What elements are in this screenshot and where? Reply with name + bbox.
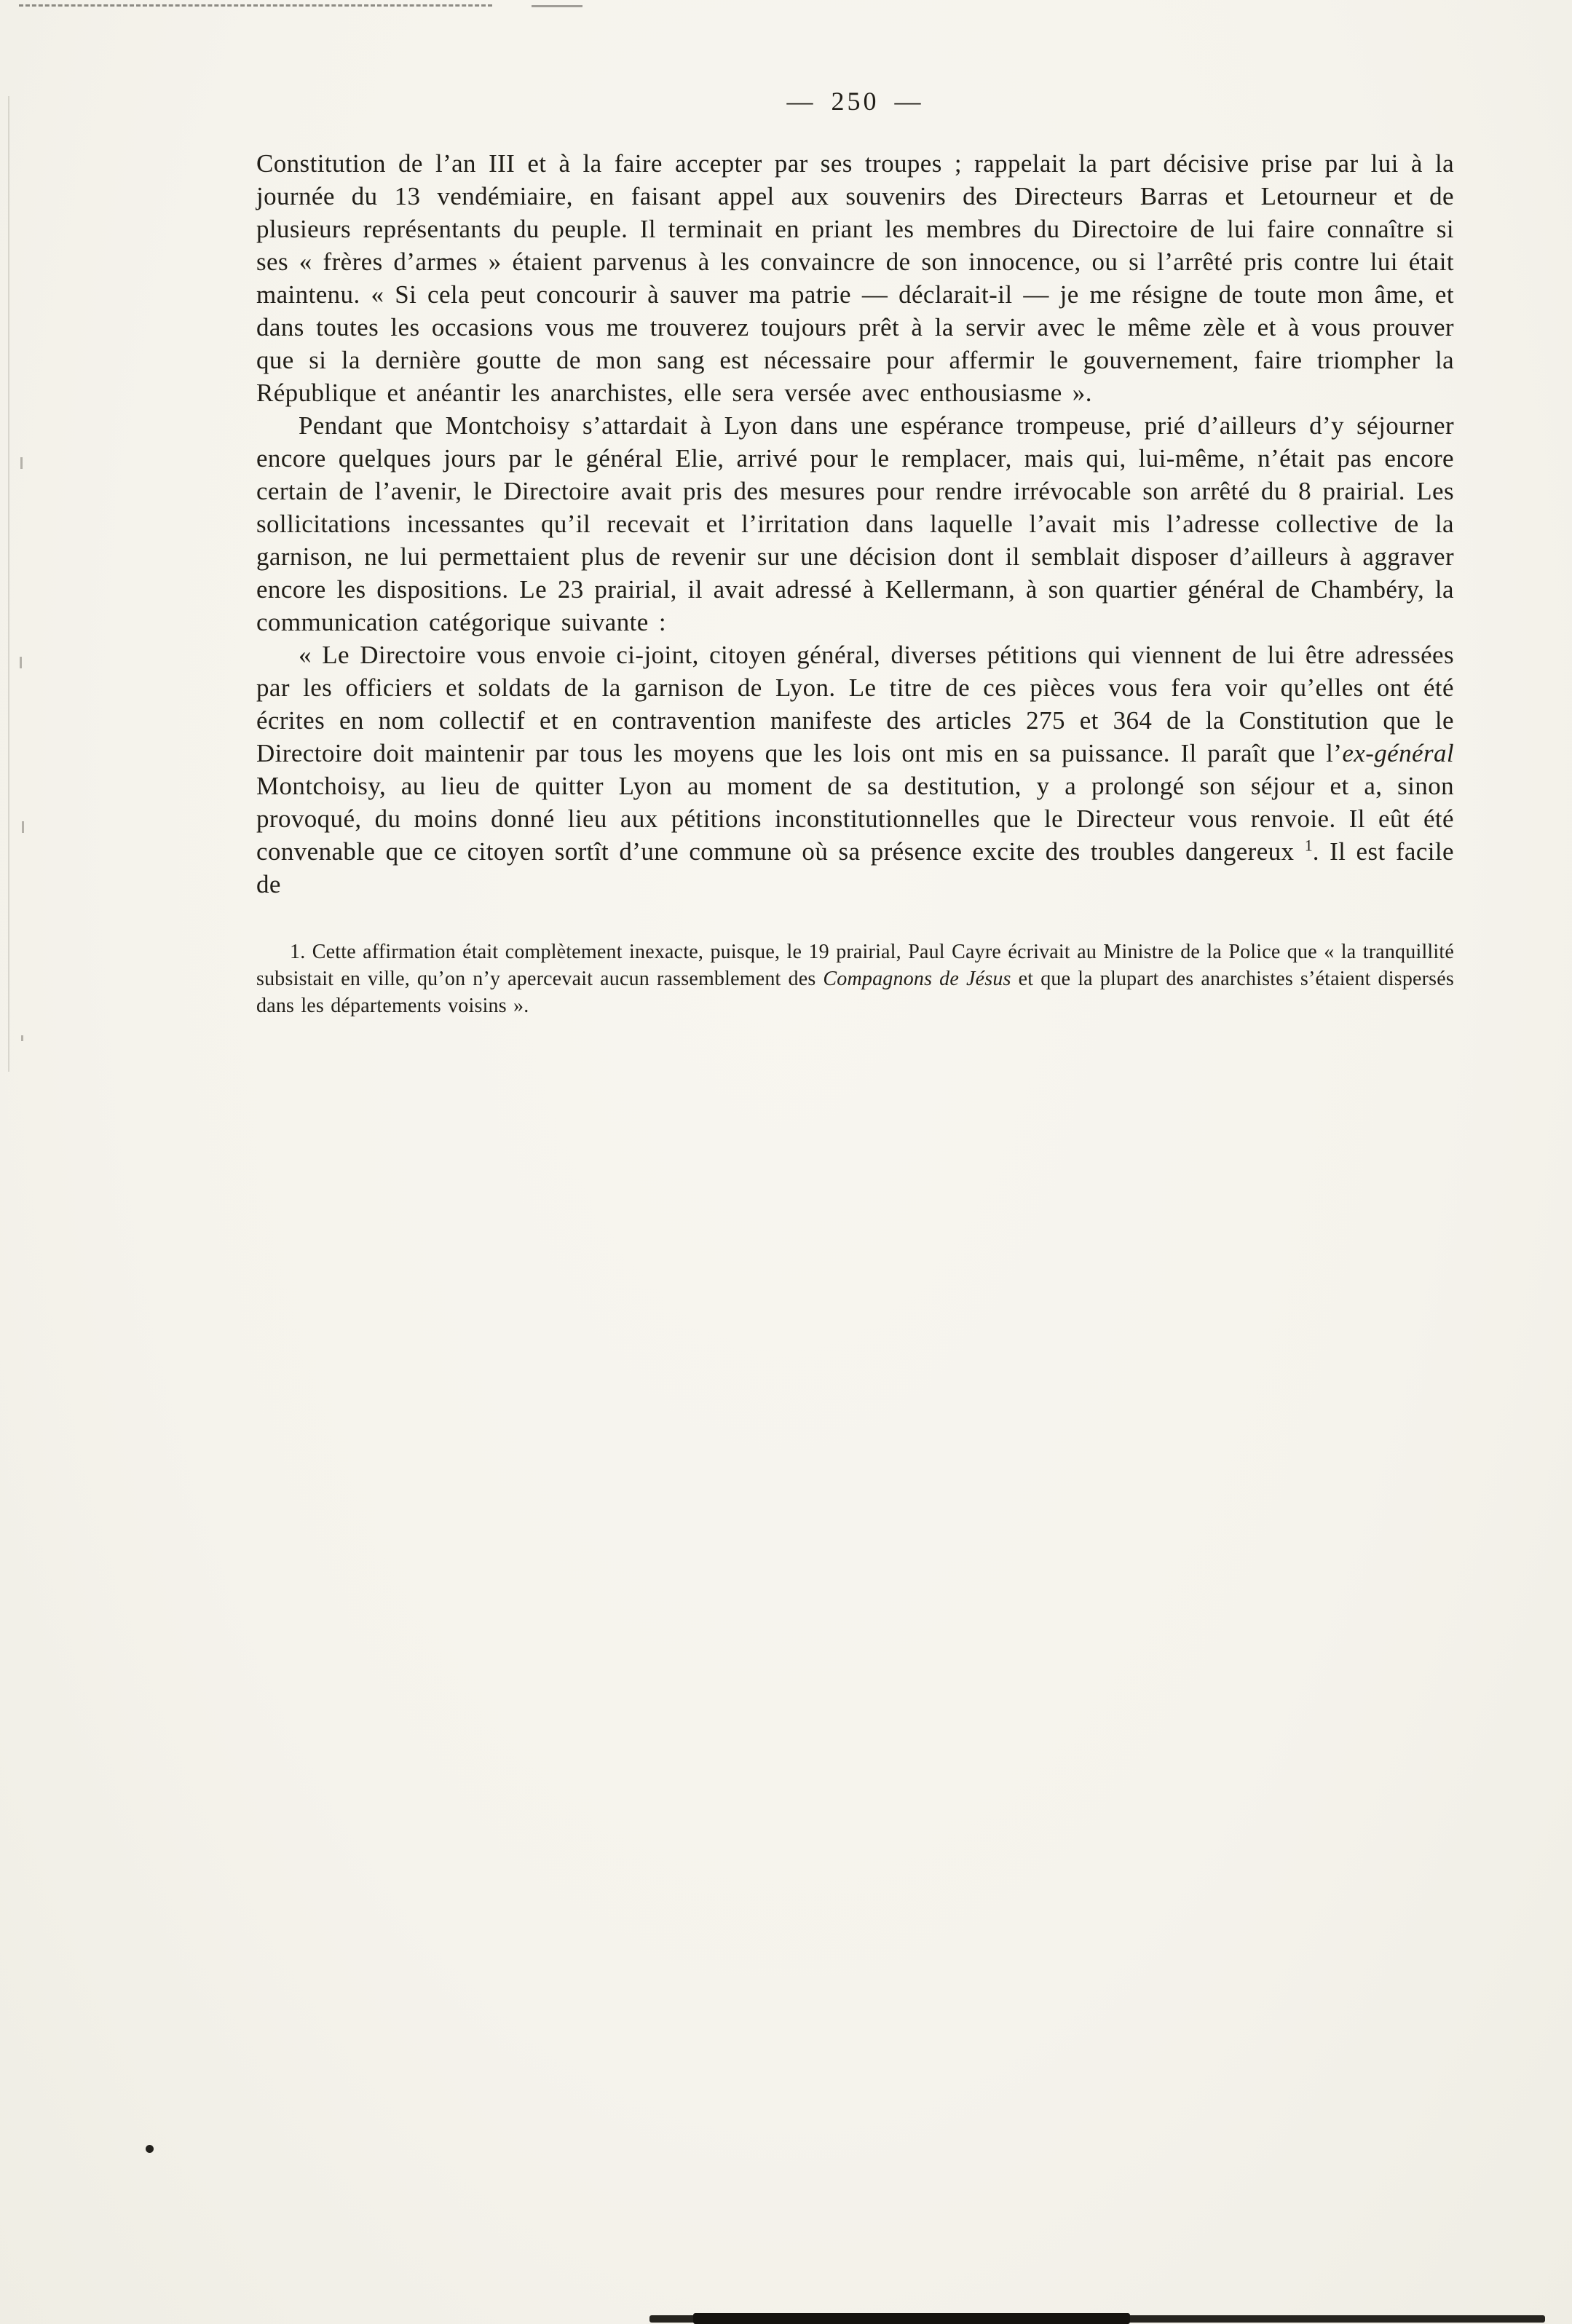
paragraph-montchoisy: Pendant que Montchoisy s’attardait à Lyon dans une espérance trompeuse, prié d’ailleurs d’y séjourner encore quelques jours par le général Elie, arrivé pour le remplacer, mais qui, lui-même, n’était pas encore certain de l’avenir, le Directoire avait pris des mesures pour rendre irrévocable son arrêté du 8 prairial. Les sollicitations incessantes qu’il recevait et l’irritation dans laquelle l’avait mis l’adresse collective de la garnison, ne lui permettaient plus de revenir sur une décision dont il semblait disposer d’ailleurs à aggraver encore les dispositions. Le 23 prairial, il avait adressé à Kellermann, à son quartier général de Chambéry, la communication catégorique suivante : [256, 411, 1454, 636]
text-block [256, 86, 1454, 1019]
scan-artifact-bottom-bar [649, 2315, 1545, 2323]
footnote-text-run: 1. Cette affirmation était complètement inexacte, puisque, le 19 prairial, Paul Cayre écrivait au Ministre de la Police que « la tranquillité subsistait en ville, qu’on n’y apercevait aucun rassemblement des [256, 941, 1454, 990]
page-number: — 250 — [786, 87, 924, 116]
scan-artifact-ink-dot [146, 2145, 154, 2153]
footnote-reference: 1 [1304, 836, 1313, 855]
scan-artifact-margin-tick [22, 821, 24, 833]
scan-artifact-bottom-bar-dark [693, 2313, 1130, 2324]
scan-artifact-margin-tick [20, 657, 22, 668]
paragraph-text-run: Montchoisy, au lieu de quitter Lyon au moment de sa destitution, y a prolongé son séjour et a, sinon provoqué, du moins donné lieu aux pétitions inconstitutionnelles que le Directeur vous renvoie. Il eût été convenable que ce citoyen sortît d’une commune où sa présence excite des troubles dangereux [256, 772, 1454, 866]
scan-artifact-left-margin-line [8, 96, 9, 1072]
paragraph-text-run: . Il est facile de [256, 837, 1454, 898]
italic-text: ex-général [1342, 739, 1454, 767]
paragraph-text-run: « Le Directoire vous envoie ci-joint, citoyen général, diverses pétitions qui viennent de lui être adressées par les officiers et soldats de la garnison de Lyon. Le titre de ces pièces vous fera voir qu’elles ont été écrites en nom collectif et en contravention manifeste des articles 275 et 364 de la Constitution que le Directoire doit maintenir par tous les moyens que les lois ont mis en sa puissance. Il paraît que l’ [256, 641, 1454, 767]
footnote [256, 938, 1454, 1019]
paragraph-directoire-letter [256, 639, 1454, 901]
scan-artifact-top-dashes [19, 4, 492, 7]
scan-artifact-margin-tick [21, 1035, 23, 1041]
paragraph-constitution: Constitution de l’an III et à la faire accepter par ses troupes ; rappelait la part décisive prise par lui à la journée du 13 vendémiaire, en faisant appel aux souvenirs des Directeurs Barras et Letourneur et de plusieurs représentants du peuple. Il terminait en priant les membres du Directoire de lui faire connaître si ses « frères d’armes » étaient parvenus à les convaincre de son innocence, ou si l’arrêté pris contre lui était maintenu. « Si cela peut concourir à sauver ma patrie — déclarait-il — je me résigne de toute mon âme, et dans toutes les occasions vous me trouverez toujours prêt à la servir avec le même zèle et à vous prouver que si la dernière goutte de mon sang est nécessaire pour affermir le gouvernement, faire triompher la République et anéantir les anarchistes, elle sera versée avec enthousiasme ». [256, 149, 1454, 407]
footnote-italic-text: Compagnons de Jésus [823, 968, 1011, 990]
scan-artifact-top-dash [532, 5, 582, 7]
footnote-text-run: et que la plupart des anarchistes s’étaient dispersés dans les départements voisins ». [256, 968, 1454, 1017]
scan-artifact-margin-tick [20, 457, 23, 469]
